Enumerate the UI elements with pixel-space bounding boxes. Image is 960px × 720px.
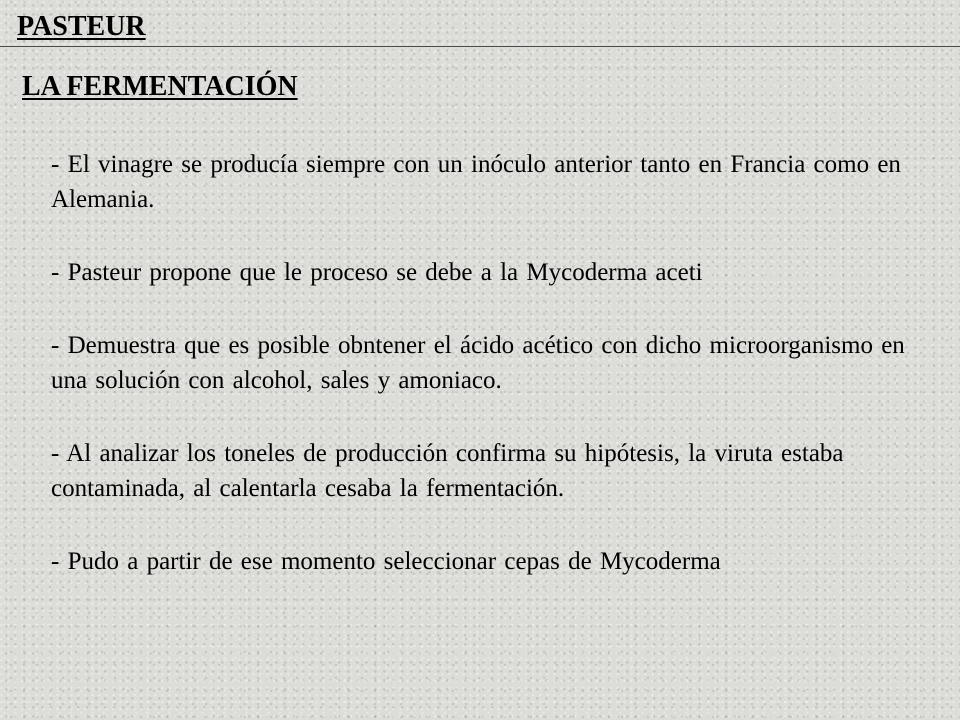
bullet-paragraph: - Al analizar los toneles de producción confirma su hipótesis, la viruta estaba contaminada, al calentarla cesaba la fermentación. [51, 440, 844, 502]
bullet-paragraph: - El vinagre se producía siempre con un inóculo anterior tanto en Francia como en Alemania. [51, 151, 901, 213]
bullet-paragraph: - Pasteur propone que le proceso se debe a la Mycoderma aceti [51, 259, 703, 286]
slide-header [0, 0, 960, 48]
header-divider [0, 46, 960, 47]
slide-content [51, 147, 931, 579]
section-title: LA FERMENTACIÓN [22, 71, 298, 102]
bullet-paragraph: - Demuestra que es posible obntener el ácido acético con dicho microorganismo en una solución con alcohol, sales y amoniaco. [51, 332, 905, 394]
bullet-paragraph: - Pudo a partir de ese momento seleccionar cepas de Mycoderma [51, 548, 721, 575]
header-title: PASTEUR [17, 11, 146, 42]
